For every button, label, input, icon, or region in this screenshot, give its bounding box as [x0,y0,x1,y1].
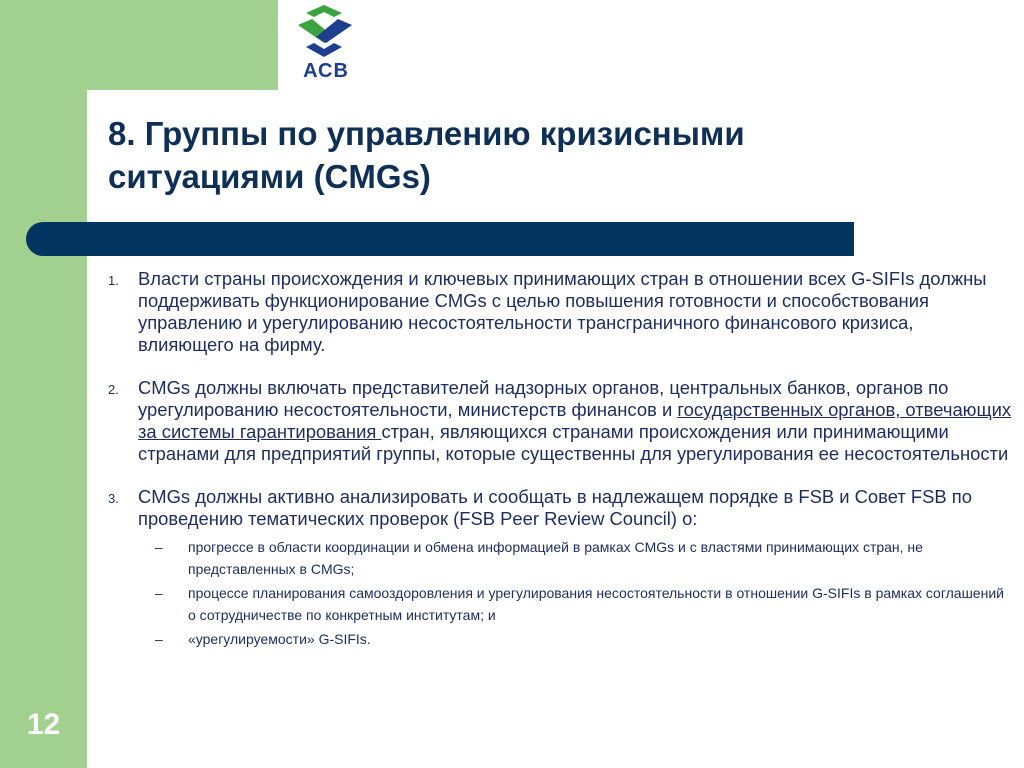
title-line-2: ситуациями (CMGs) [108,158,431,195]
dash-bullet: – [155,631,163,647]
list-item-1 [108,268,1013,356]
list-item-text-end: стран, являющихся странами происхождения или принимающими странами для предприятий группы, которые существенны для урегулирования ее несостоятельности [138,421,1009,464]
sub-list [138,536,1013,650]
logo-wordmark: АСВ [303,60,349,82]
sub-list-item [138,628,1013,650]
dash-bullet: – [155,585,163,601]
sub-list-item-text: прогрессе в области координации и обмена информацией в рамках CMGs и с властями принимающих стран, не представленных в CMGs; [188,539,923,577]
list-item-3 [108,486,1013,650]
underlined-phrase: государственных органов, отвечающих за системы гарантирования [138,399,1012,442]
main-content [108,268,1013,671]
title-line-1: 8. Группы по управлению кризисными [108,115,745,152]
list-item-text: CMGs должны активно анализировать и сообщать в надлежащем порядке в FSB и Совет FSB по проведению тематических проверок (FSB Peer Review Council) о: [138,486,972,529]
dash-bullet: – [155,539,163,555]
list-item-2 [108,377,1013,465]
list-item-text: Власти страны происхождения и ключевых принимающих стран в отношении всех G-SIFIs должны поддерживать функционирование CMGs с целью повышения готовности и способствования управлению и урегулированию несостоятельности трансграничного финансового кризиса, влияющего на фирму. [138,268,987,355]
page-title [108,112,968,198]
sub-list-item-text: «урегулируемости» G-SIFIs. [188,631,371,647]
list-item-text-start: CMGs должны включать представителей надзорных органов, центральных банков, органов по урегулированию несостоятельности, министерств финансов и [138,377,949,420]
slide-number: 12 [26,708,61,741]
sub-list-item [138,536,1013,580]
list-item-number: 3. [108,491,119,506]
sub-list-item-text: процессе планирования самооздоровления и урегулирования несостоятельности в отношении G-SIFIs в рамках соглашений о сотрудничестве по конкретным институтам; и [188,585,1004,623]
list-item-number: 2. [108,382,119,397]
list-item-number: 1. [108,273,119,288]
top-green-area [0,0,278,90]
sub-list-item [138,582,1013,626]
title-divider-bar [26,222,854,256]
left-green-strip [0,0,87,768]
